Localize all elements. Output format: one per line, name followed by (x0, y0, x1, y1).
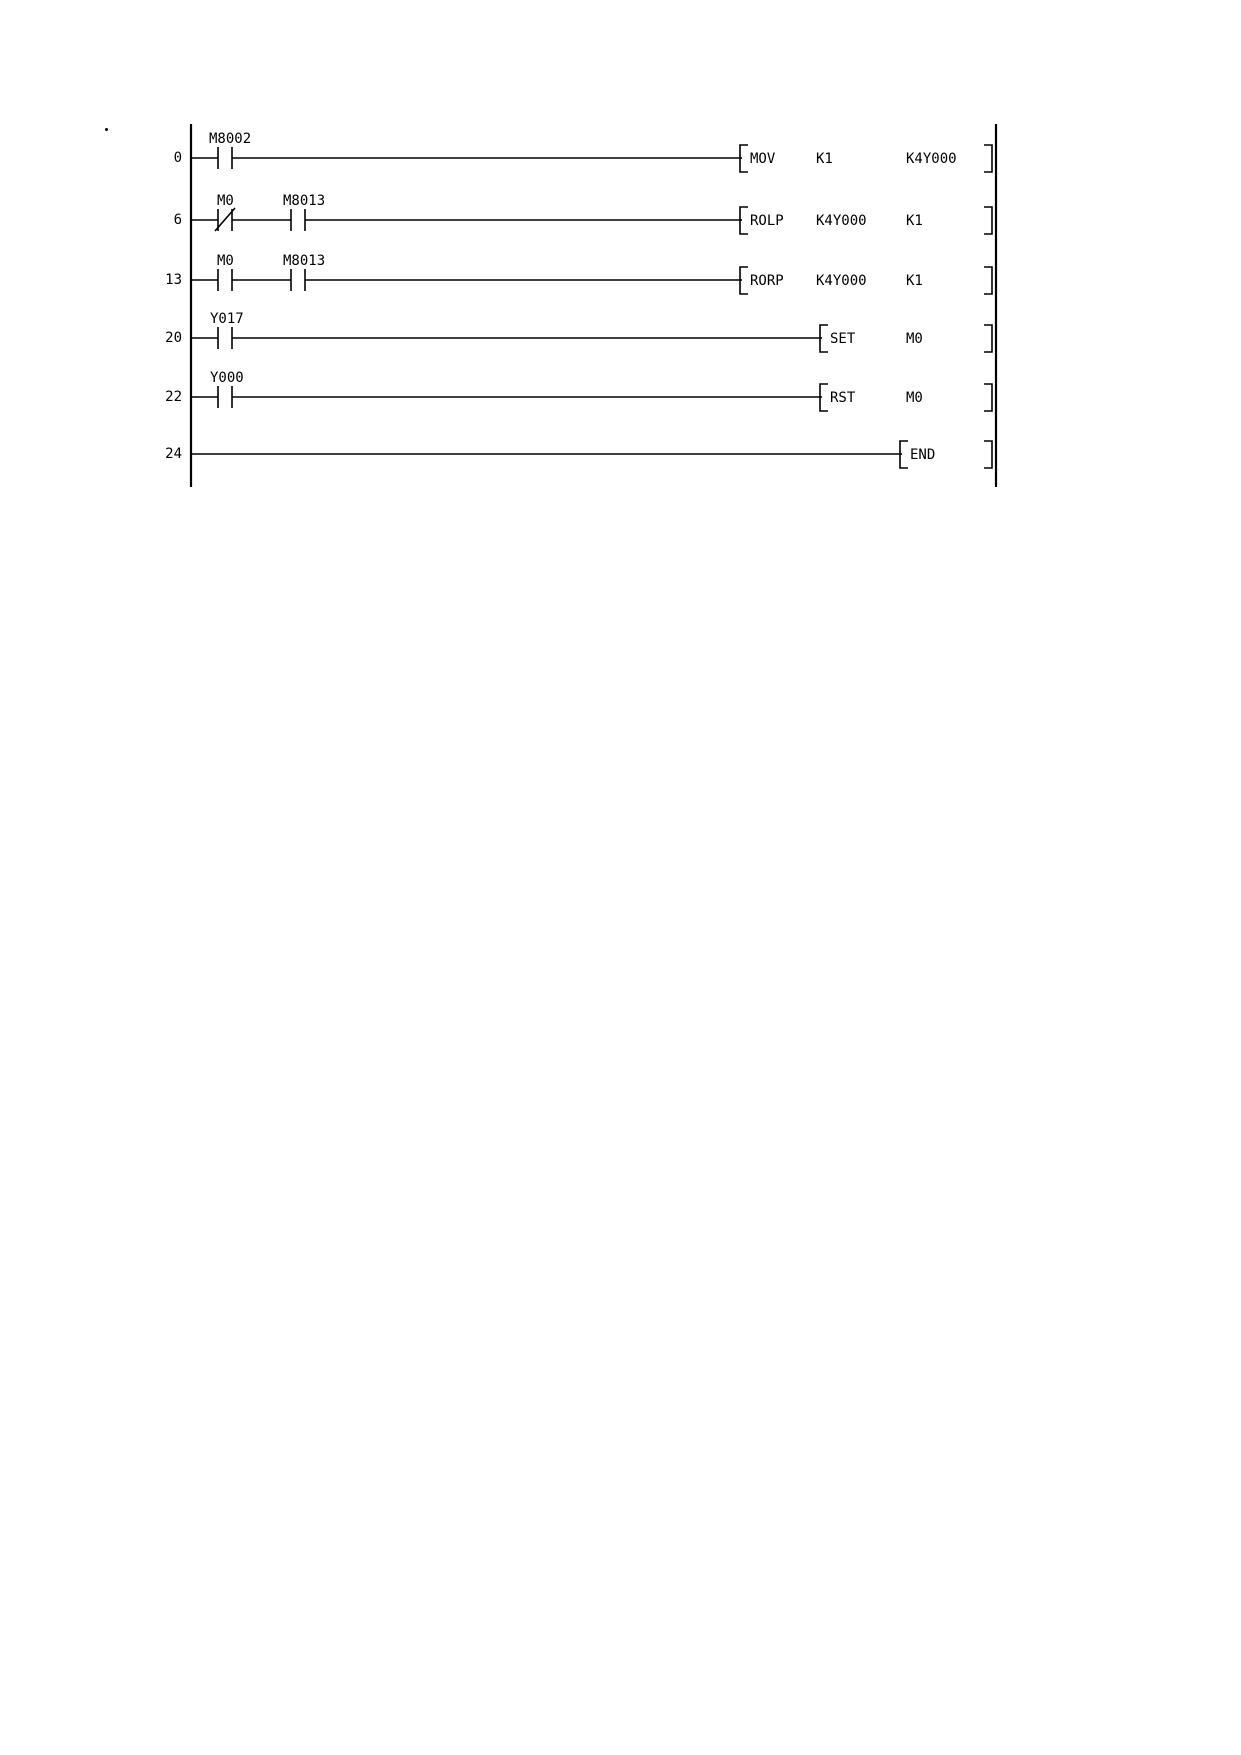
rung-step-number: 22 (165, 389, 182, 405)
rung-13-wires (191, 267, 992, 294)
rung-step-number: 13 (165, 272, 182, 288)
instruction-rst: RST (830, 390, 856, 406)
instruction-rorp: RORP (750, 273, 784, 289)
rung-step-number: 24 (165, 446, 182, 462)
operand-value: K4Y000 (816, 213, 867, 229)
rung-step-number: 20 (165, 330, 182, 346)
contact-label-m8013: M8013 (283, 253, 326, 269)
operand-value: K1 (906, 213, 923, 229)
operand-value: K1 (906, 273, 923, 289)
contact-label-m0: M0 (217, 193, 234, 209)
rung-step-number: 6 (173, 212, 182, 228)
contact-label-m8002: M8002 (209, 131, 252, 147)
rung-step-number: 0 (173, 150, 182, 166)
rung-0-wires (191, 145, 992, 172)
operand-value: K4Y000 (906, 151, 957, 167)
rung-22-wires (191, 384, 992, 411)
instruction-mov: MOV (750, 151, 776, 167)
contact-label-y000: Y000 (210, 370, 244, 386)
operand-value: M0 (906, 331, 923, 347)
operand-value: K1 (816, 151, 833, 167)
contact-label-m8013: M8013 (283, 193, 326, 209)
contact-label-y017: Y017 (210, 311, 244, 327)
operand-value: M0 (906, 390, 923, 406)
instruction-rolp: ROLP (750, 213, 784, 229)
rung-6-wires (191, 207, 992, 234)
rung-20-wires (191, 325, 992, 352)
instruction-set: SET (830, 331, 856, 347)
rung-24-wires (191, 441, 992, 468)
operand-value: K4Y000 (816, 273, 867, 289)
instruction-end: END (910, 447, 936, 463)
contact-label-m0: M0 (217, 253, 234, 269)
